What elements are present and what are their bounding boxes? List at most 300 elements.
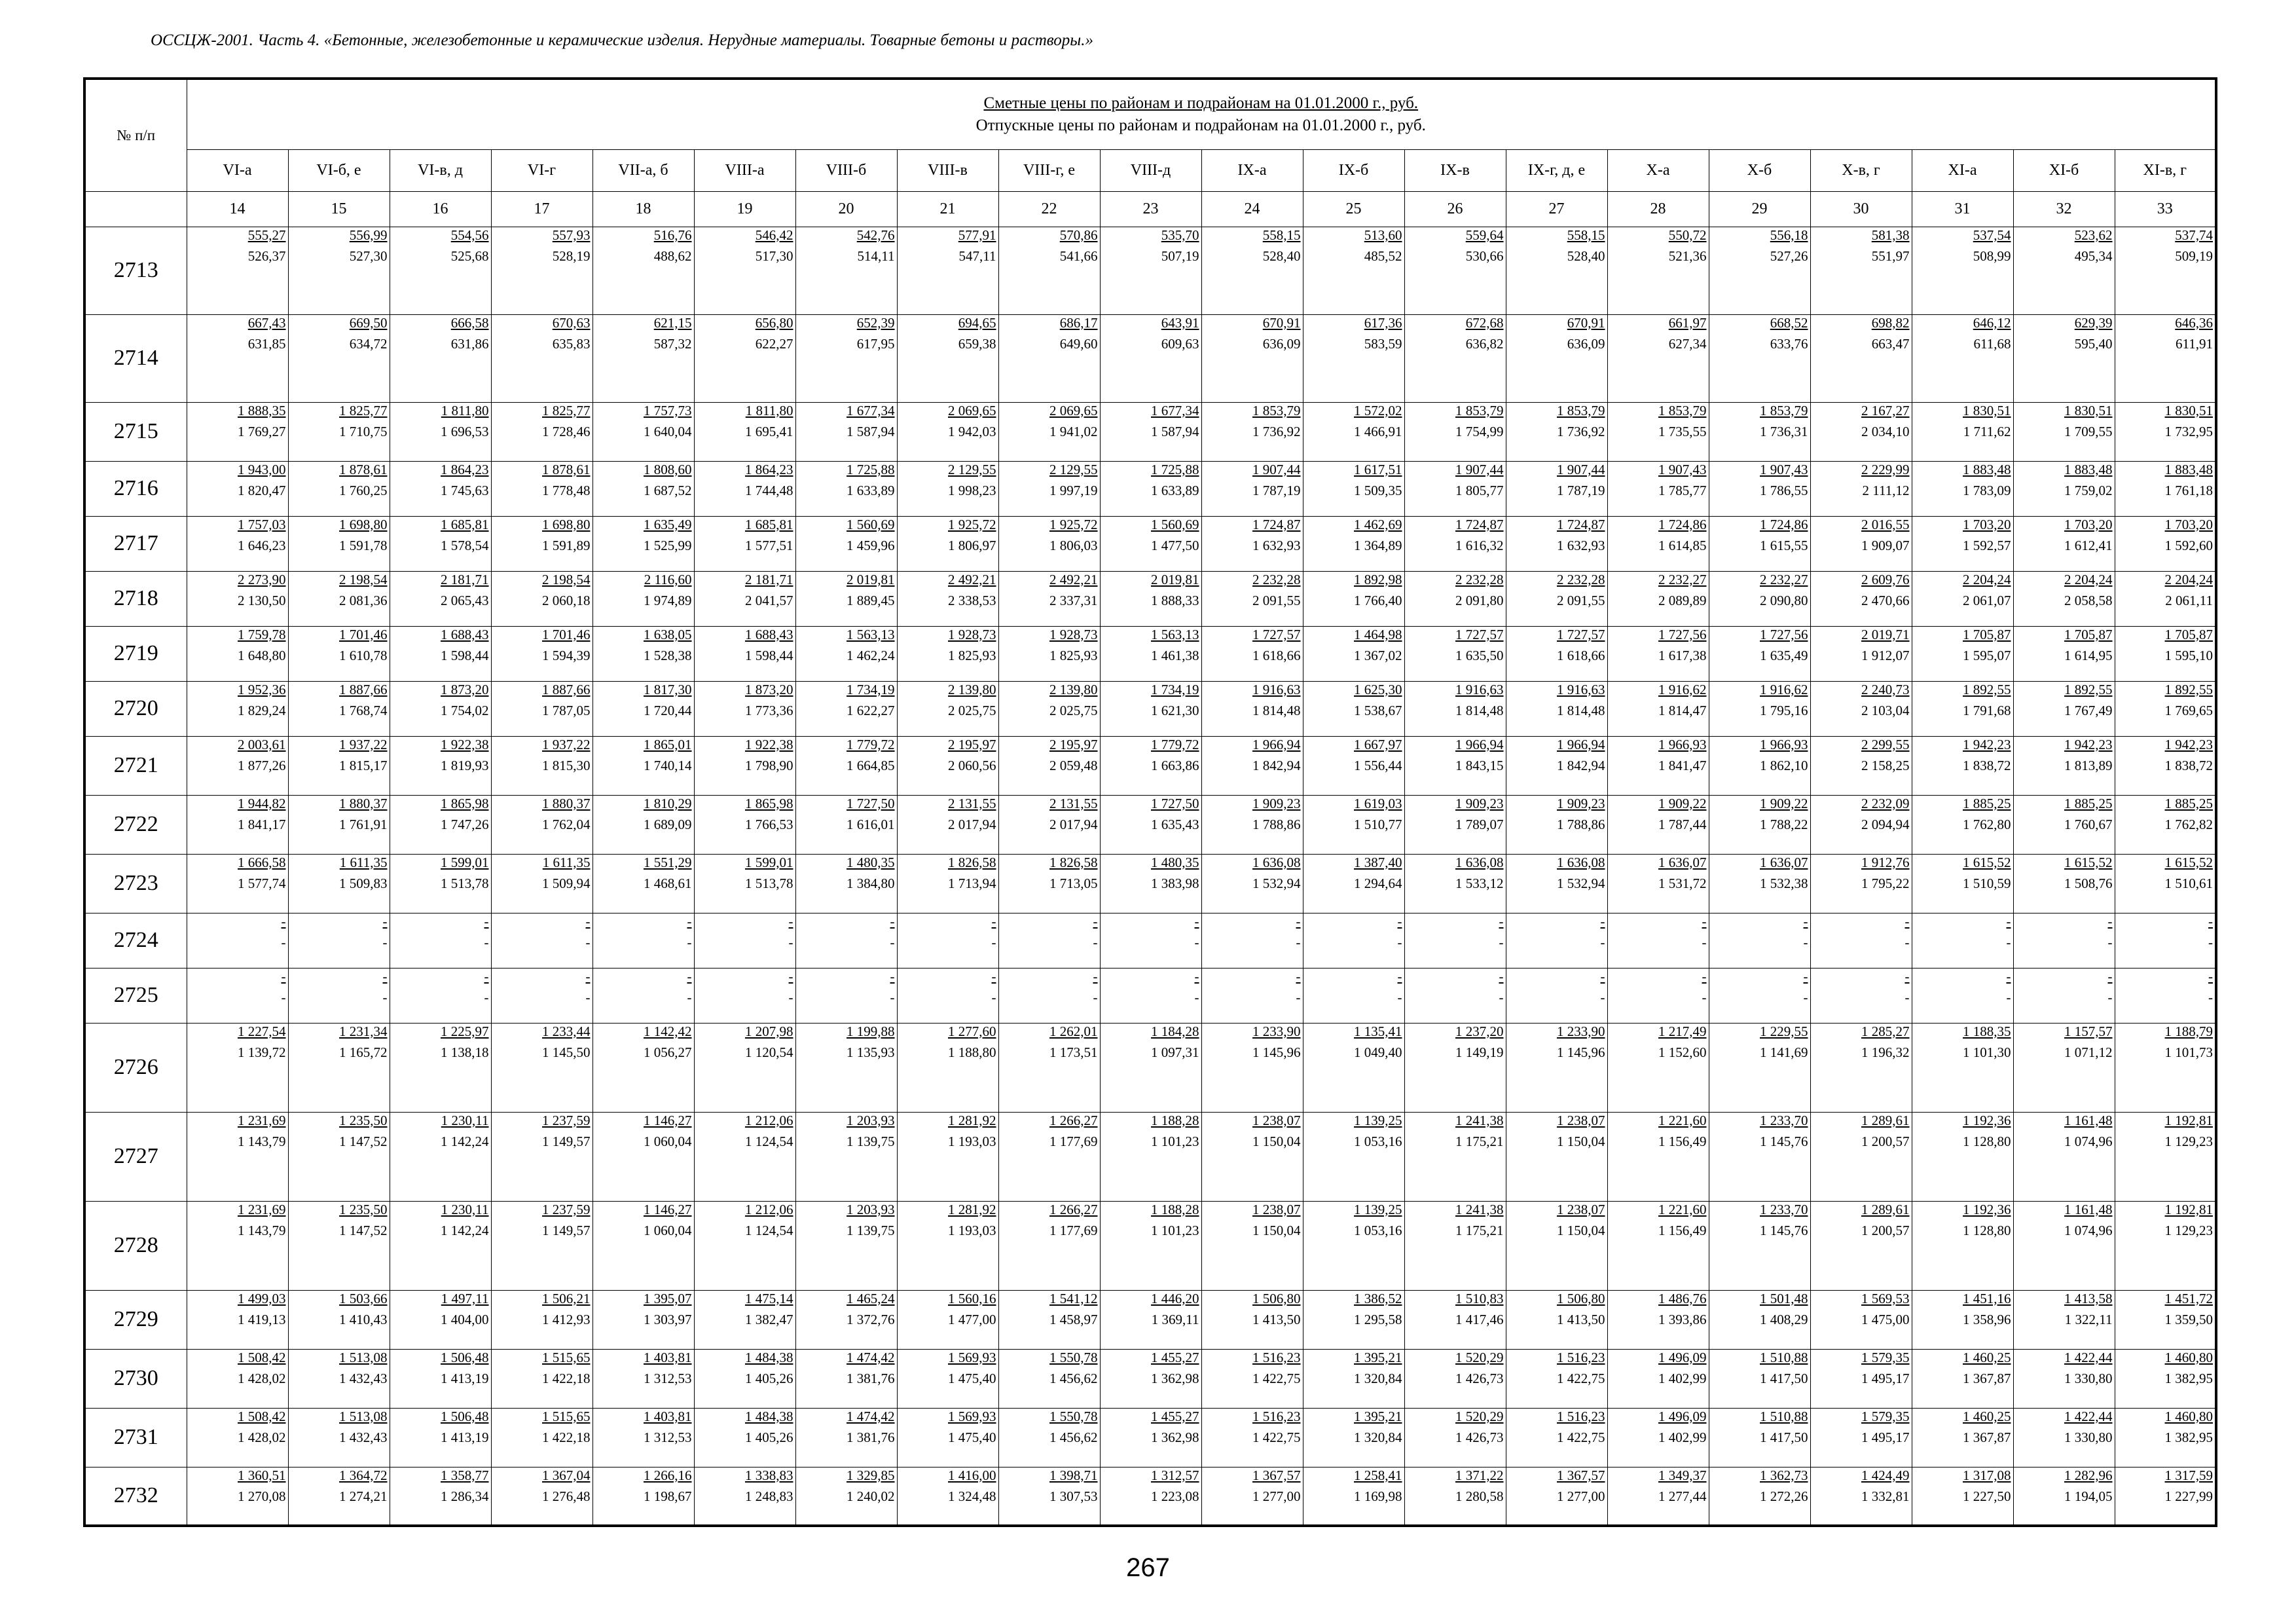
estimate-price: 1 907,43 [1658, 461, 1707, 477]
release-price: 509,19 [2175, 248, 2213, 264]
release-price: 1 615,55 [1760, 537, 1808, 553]
price-cell [998, 1408, 1100, 1467]
table-title [187, 79, 2216, 149]
price-cell [1404, 571, 1506, 626]
district-header: IX-г, д, е [1506, 149, 1607, 191]
price-cell [2115, 626, 2216, 681]
release-price: 1 632,93 [1252, 537, 1301, 553]
price-cell [491, 314, 592, 402]
estimate-price: - [585, 968, 591, 984]
column-number: 26 [1404, 191, 1506, 227]
district-header: VIII-д [1100, 149, 1201, 191]
release-price: 1 762,04 [542, 816, 591, 832]
estimate-price: 1 229,55 [1760, 1023, 1808, 1039]
release-price: 1 841,17 [238, 816, 286, 832]
price-cell [390, 461, 491, 516]
price-cell [187, 968, 288, 1023]
release-price: - [1702, 934, 1707, 950]
estimate-price: 1 499,03 [238, 1290, 286, 1306]
price-cell [897, 795, 998, 854]
release-price: 1 495,17 [1861, 1370, 1910, 1386]
release-price: 1 417,50 [1760, 1370, 1808, 1386]
estimate-price: 1 909,23 [1455, 795, 1504, 811]
price-cell [1404, 1201, 1506, 1290]
price-cell [897, 402, 998, 461]
price-cell [1506, 968, 1607, 1023]
release-price: 1 383,98 [1151, 875, 1199, 891]
estimate-price: 1 892,55 [1963, 681, 2011, 697]
estimate-price: 1 916,63 [1455, 681, 1504, 697]
price-cell [592, 227, 694, 314]
estimate-price: 2 019,81 [847, 571, 895, 587]
price-cell [2013, 314, 2115, 402]
table-row [84, 736, 2216, 795]
estimate-price: 1 907,44 [1455, 461, 1504, 477]
release-price: 1 664,85 [847, 757, 895, 773]
estimate-price: 1 212,06 [745, 1112, 793, 1128]
price-cell [390, 516, 491, 571]
price-cell [592, 681, 694, 736]
release-price: 1 194,05 [2064, 1488, 2113, 1504]
price-cell [694, 314, 795, 402]
price-cell [1912, 626, 2013, 681]
price-cell [1607, 1408, 1709, 1467]
price-cell [1810, 227, 1912, 314]
price-cell [1201, 1112, 1303, 1201]
release-price: - [382, 934, 388, 950]
estimate-price: 1 563,13 [1151, 626, 1199, 642]
price-cell [897, 736, 998, 795]
estimate-price: 2 232,27 [1760, 571, 1808, 587]
release-price: 1 332,81 [1861, 1488, 1910, 1504]
release-price: - [1194, 934, 1199, 950]
price-cell [694, 461, 795, 516]
estimate-price: 1 611,35 [339, 854, 388, 870]
estimate-price: 656,80 [755, 314, 793, 331]
estimate-price: 1 666,58 [238, 854, 286, 870]
estimate-price: 542,76 [856, 227, 895, 243]
release-price: 1 193,03 [948, 1222, 996, 1238]
release-price: 1 422,75 [1252, 1370, 1301, 1386]
release-price: 1 124,54 [745, 1133, 793, 1149]
price-cell [694, 968, 795, 1023]
district-header: VI-в, д [390, 149, 491, 191]
release-price: 1 998,23 [948, 482, 996, 498]
estimate-price: 1 853,79 [1252, 402, 1301, 418]
release-price: 1 773,36 [745, 702, 793, 718]
price-cell [1404, 1349, 1506, 1408]
estimate-price: 2 167,27 [1861, 402, 1910, 418]
estimate-price: 556,99 [349, 227, 388, 243]
release-price: 1 838,72 [1963, 757, 2011, 773]
price-cell [1709, 461, 1810, 516]
price-cell [998, 1201, 1100, 1290]
price-cell [187, 1023, 288, 1112]
price-cell [2115, 227, 2216, 314]
price-cell [1506, 402, 1607, 461]
release-price: - [1296, 989, 1301, 1005]
release-price: 1 787,44 [1658, 816, 1707, 832]
estimate-price: 1 615,52 [1963, 854, 2011, 870]
estimate-price: 1 928,73 [1049, 626, 1098, 642]
price-cell [795, 461, 897, 516]
release-price: 1 510,77 [1354, 816, 1402, 832]
estimate-price: 1 497,11 [441, 1290, 489, 1306]
estimate-price: 1 516,23 [1252, 1349, 1301, 1365]
estimate-price: 1 329,85 [847, 1467, 895, 1483]
estimate-price: 1 703,20 [2064, 516, 2113, 532]
row-number: 2719 [84, 626, 187, 681]
estimate-price: 1 757,73 [644, 402, 692, 418]
price-cell [592, 461, 694, 516]
estimate-price: 1 883,48 [2064, 461, 2113, 477]
price-cell [1709, 1408, 1810, 1467]
price-cell [2013, 1349, 2115, 1408]
price-cell [1709, 1467, 1810, 1526]
estimate-price: 1 724,86 [1760, 516, 1808, 532]
price-cell [795, 626, 897, 681]
release-price: - [1194, 989, 1199, 1005]
price-cell [1709, 1023, 1810, 1112]
price-cell [187, 795, 288, 854]
estimate-price: 556,18 [1770, 227, 1808, 243]
estimate-price: - [1904, 968, 1910, 984]
estimate-price: 1 703,20 [1963, 516, 2011, 532]
release-price: 1 413,50 [1557, 1311, 1605, 1327]
release-price: 1 139,75 [847, 1133, 895, 1149]
release-price: 1 595,10 [2164, 647, 2213, 663]
release-price: 1 509,35 [1354, 482, 1402, 498]
release-price: 1 169,98 [1354, 1488, 1402, 1504]
release-price: 1 240,02 [847, 1488, 895, 1504]
district-header: VIII-в [897, 149, 998, 191]
price-cell [1100, 1023, 1201, 1112]
estimate-price: 1 395,07 [644, 1290, 692, 1306]
price-cell [795, 681, 897, 736]
release-price: 547,11 [958, 248, 996, 264]
release-price: 1 838,72 [2164, 757, 2213, 773]
release-price: 1 477,50 [1151, 537, 1199, 553]
row-number: 2714 [84, 314, 187, 402]
estimate-price: 1 759,78 [238, 626, 286, 642]
release-price: 1 128,80 [1963, 1222, 2011, 1238]
release-price: 1 362,98 [1151, 1429, 1199, 1445]
release-price: - [1093, 934, 1098, 950]
price-cell [592, 1112, 694, 1201]
price-cell [795, 571, 897, 626]
price-cell [897, 626, 998, 681]
estimate-price: 1 424,49 [1861, 1467, 1910, 1483]
price-cell [491, 736, 592, 795]
estimate-price: 1 188,28 [1151, 1201, 1199, 1217]
release-price: 1 156,49 [1658, 1133, 1707, 1149]
estimate-price: 1 146,27 [644, 1201, 692, 1217]
price-cell [2013, 461, 2115, 516]
release-price: 1 276,48 [542, 1488, 591, 1504]
price-cell [1709, 227, 1810, 314]
estimate-price: 577,91 [958, 227, 996, 243]
price-cell [694, 1201, 795, 1290]
price-cell [592, 1201, 694, 1290]
price-cell [187, 1112, 288, 1201]
price-cell [1709, 854, 1810, 913]
estimate-price: 670,63 [552, 314, 591, 331]
price-cell [897, 1201, 998, 1290]
price-cell [1303, 227, 1404, 314]
release-price: - [788, 989, 793, 1005]
estimate-price: 2 195,97 [948, 736, 996, 752]
release-price: 1 713,05 [1049, 875, 1098, 891]
price-cell [1303, 1290, 1404, 1349]
price-cell [1709, 968, 1810, 1023]
estimate-price: 2 204,24 [2064, 571, 2113, 587]
estimate-price: 1 727,56 [1658, 626, 1707, 642]
estimate-price: - [382, 913, 388, 929]
price-cell [1912, 1349, 2013, 1408]
release-price: 2 034,10 [1861, 423, 1910, 439]
price-cell [592, 1408, 694, 1467]
estimate-price: 555,27 [247, 227, 286, 243]
release-price: - [484, 989, 489, 1005]
price-cell [1810, 1290, 1912, 1349]
estimate-price: 1 506,80 [1252, 1290, 1301, 1306]
estimate-price: 2 204,24 [1963, 571, 2011, 587]
release-price: 1 129,23 [2164, 1133, 2213, 1149]
release-price: 1 422,18 [542, 1370, 591, 1386]
release-price: 1 177,69 [1049, 1222, 1098, 1238]
estimate-price: 535,70 [1161, 227, 1199, 243]
estimate-price: - [1600, 968, 1605, 984]
release-price: 1 788,86 [1252, 816, 1301, 832]
district-header: VI-б, е [288, 149, 390, 191]
price-cell [795, 854, 897, 913]
estimate-price: 513,60 [1364, 227, 1402, 243]
release-price: 1 806,03 [1049, 537, 1098, 553]
release-price: 1 736,31 [1760, 423, 1808, 439]
price-cell [1404, 854, 1506, 913]
release-price: 2 094,94 [1861, 816, 1910, 832]
estimate-price: - [2006, 968, 2011, 984]
price-cell [1506, 795, 1607, 854]
price-cell [1709, 571, 1810, 626]
price-cell [1607, 461, 1709, 516]
estimate-price: 557,93 [552, 227, 591, 243]
table-row [84, 1201, 2216, 1290]
price-cell [1201, 1201, 1303, 1290]
release-price: 1 614,95 [2064, 647, 2113, 663]
release-price: 1 274,21 [339, 1488, 388, 1504]
release-price: - [1499, 934, 1504, 950]
release-price: 1 272,26 [1760, 1488, 1808, 1504]
estimate-price: 1 474,42 [847, 1349, 895, 1365]
release-price: 1 696,53 [441, 423, 489, 439]
price-cell [2013, 626, 2115, 681]
estimate-price: 1 513,08 [339, 1408, 388, 1424]
price-cell [2013, 1290, 2115, 1349]
estimate-price: 1 235,50 [339, 1112, 388, 1128]
release-price: 1 143,79 [238, 1133, 286, 1149]
estimate-price: 1 146,27 [644, 1112, 692, 1128]
release-price: 1 410,43 [339, 1311, 388, 1327]
estimate-price: 1 506,21 [542, 1290, 591, 1306]
release-price: - [1093, 989, 1098, 1005]
estimate-price: - [2107, 968, 2113, 984]
estimate-price: 537,74 [2175, 227, 2213, 243]
price-cell [288, 1112, 390, 1201]
release-price: 1 513,78 [441, 875, 489, 891]
table-row [84, 314, 2216, 402]
estimate-price: 1 460,80 [2164, 1408, 2213, 1424]
estimate-price: 1 560,69 [847, 516, 895, 532]
estimate-price: 1 779,72 [1151, 736, 1199, 752]
estimate-price: 1 367,57 [1252, 1467, 1301, 1483]
price-cell [491, 854, 592, 913]
estimate-price: 1 262,01 [1049, 1023, 1098, 1039]
release-price: 1 747,26 [441, 816, 489, 832]
price-cell [2115, 681, 2216, 736]
column-number: 32 [2013, 191, 2115, 227]
price-cell [1506, 571, 1607, 626]
estimate-price: 1 698,80 [542, 516, 591, 532]
price-cell [288, 681, 390, 736]
price-cell [1810, 461, 1912, 516]
release-price: - [2107, 934, 2113, 950]
district-header: XI-б [2013, 149, 2115, 191]
release-price: 611,68 [1973, 335, 2011, 352]
estimate-price: 1 496,09 [1658, 1349, 1707, 1365]
estimate-price: 1 942,23 [2064, 736, 2113, 752]
release-price: 1 422,18 [542, 1429, 591, 1445]
release-price: 1 633,89 [1151, 482, 1199, 498]
estimate-price: 617,36 [1364, 314, 1402, 331]
estimate-price: - [991, 913, 996, 929]
release-price: 1 806,97 [948, 537, 996, 553]
estimate-price: 1 192,81 [2164, 1112, 2213, 1128]
estimate-price: 1 966,94 [1252, 736, 1301, 752]
release-price: 1 150,04 [1557, 1222, 1605, 1238]
price-cell [1607, 402, 1709, 461]
estimate-price: 1 599,01 [745, 854, 793, 870]
price-cell [592, 795, 694, 854]
price-cell [491, 795, 592, 854]
price-cell [1100, 461, 1201, 516]
estimate-price: - [2208, 913, 2213, 929]
release-price: 1 787,19 [1252, 482, 1301, 498]
price-cell [897, 1349, 998, 1408]
estimate-price: 1 142,42 [644, 1023, 692, 1039]
estimate-price: 643,91 [1161, 314, 1199, 331]
table-row [84, 968, 2216, 1023]
release-price: 1 769,65 [2164, 702, 2213, 718]
estimate-price: 1 922,38 [745, 736, 793, 752]
release-price: 1 598,44 [441, 647, 489, 663]
release-price: 1 330,80 [2064, 1429, 2113, 1445]
estimate-price: 2 019,71 [1861, 626, 1910, 642]
release-price: 1 330,80 [2064, 1370, 2113, 1386]
price-cell [1404, 227, 1506, 314]
table-row [84, 626, 2216, 681]
release-price: 1 510,61 [2164, 875, 2213, 891]
price-cell [491, 571, 592, 626]
price-cell [1506, 1112, 1607, 1201]
estimate-price: 1 233,70 [1760, 1112, 1808, 1128]
release-price: 1 829,24 [238, 702, 286, 718]
estimate-price: 2 232,28 [1455, 571, 1504, 587]
release-price: 1 145,96 [1557, 1044, 1605, 1060]
release-price: 1 616,01 [847, 816, 895, 832]
price-cell [694, 1467, 795, 1526]
price-cell [1404, 1408, 1506, 1467]
price-cell [694, 227, 795, 314]
table-row [84, 461, 2216, 516]
estimate-price: 1 907,44 [1252, 461, 1301, 477]
release-price: 1 312,53 [644, 1429, 692, 1445]
price-cell [288, 968, 390, 1023]
estimate-price: 652,39 [856, 314, 895, 331]
estimate-price: - [1194, 913, 1199, 929]
price-cell [592, 913, 694, 968]
estimate-price: 1 636,08 [1455, 854, 1504, 870]
price-cell [1709, 1349, 1810, 1408]
estimate-price: - [484, 968, 489, 984]
estimate-price: 1 506,80 [1557, 1290, 1605, 1306]
row-number: 2722 [84, 795, 187, 854]
estimate-price: 2 232,27 [1658, 571, 1707, 587]
price-cell [2013, 227, 2115, 314]
price-cell [1201, 1467, 1303, 1526]
estimate-price: - [281, 913, 286, 929]
price-cell [2013, 736, 2115, 795]
estimate-price: 1 241,38 [1455, 1112, 1504, 1128]
price-cell [1810, 516, 1912, 571]
price-cell [1912, 795, 2013, 854]
release-price: 1 198,67 [644, 1488, 692, 1504]
release-price: 1 270,08 [238, 1488, 286, 1504]
estimate-price: 2 016,55 [1861, 516, 1910, 532]
price-cell [795, 913, 897, 968]
estimate-price: 1 550,78 [1049, 1349, 1098, 1365]
release-price: 1 456,62 [1049, 1370, 1098, 1386]
price-cell [1100, 227, 1201, 314]
estimate-price: 1 233,44 [542, 1023, 591, 1039]
price-cell [592, 1290, 694, 1349]
estimate-price: 1 572,02 [1354, 402, 1402, 418]
release-price: 1 320,84 [1354, 1429, 1402, 1445]
estimate-price: 1 865,01 [644, 736, 692, 752]
release-price: 1 422,75 [1557, 1370, 1605, 1386]
district-header: IX-б [1303, 149, 1404, 191]
release-price: - [281, 934, 286, 950]
row-number: 2732 [84, 1467, 187, 1526]
release-price: 1 862,10 [1760, 757, 1808, 773]
price-cell [187, 461, 288, 516]
estimate-price: - [1499, 913, 1504, 929]
price-cell [1912, 681, 2013, 736]
price-cell [694, 402, 795, 461]
price-cell [2013, 913, 2115, 968]
estimate-price: 1 230,11 [441, 1112, 489, 1128]
price-cell [2013, 402, 2115, 461]
estimate-price: - [788, 913, 793, 929]
estimate-price: 1 508,42 [238, 1408, 286, 1424]
release-price: 1 149,57 [542, 1222, 591, 1238]
estimate-price: 1 892,98 [1354, 571, 1402, 587]
row-number: 2713 [84, 227, 187, 314]
release-price: 659,38 [958, 335, 996, 352]
release-price: 507,19 [1161, 248, 1199, 264]
release-price: 649,60 [1059, 335, 1098, 352]
column-number: 33 [2115, 191, 2216, 227]
